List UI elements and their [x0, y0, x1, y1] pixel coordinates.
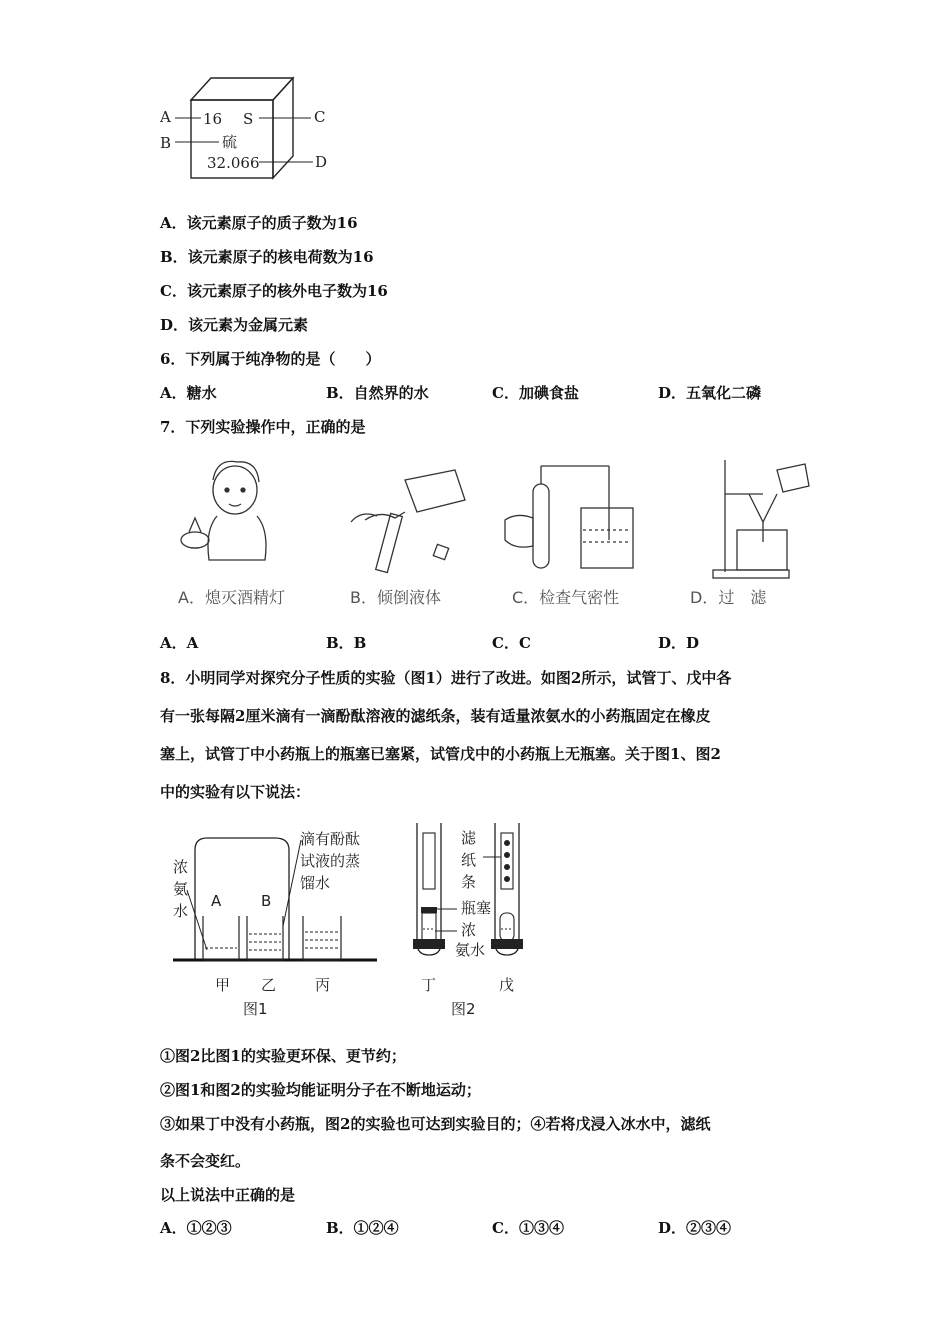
element-box-figure — [155, 70, 340, 185]
q5-option-b: B．该元素原子的核电荷数为16 — [160, 248, 374, 266]
figure-1 — [165, 820, 380, 1020]
element-label-c: C — [314, 108, 326, 126]
fig1-beaker-jia: 甲 — [215, 976, 231, 994]
fig2-label-2: 纸 — [461, 851, 477, 869]
fig2-label-3: 条 — [461, 873, 477, 891]
q7-option-b: B．B — [326, 634, 367, 652]
fig1-title: 图1 — [243, 1000, 268, 1018]
q5-option-d: D．该元素为金属元素 — [160, 316, 309, 334]
q7-caption-d: D．过 滤 — [690, 588, 767, 607]
q6-stem: 6．下列属于纯净物的是（ ） — [160, 350, 381, 368]
fig1-label-b: B — [261, 892, 272, 910]
fig1-right-1: 滴有酚酞 — [300, 830, 361, 848]
airtightness-illustration — [505, 466, 633, 568]
q8-prompt: 以上说法中正确的是 — [160, 1186, 296, 1204]
fig2-label-4: 瓶塞 — [461, 899, 492, 917]
q7-option-c: C．C — [492, 634, 531, 652]
fig2-tube-ding: 丁 — [421, 976, 437, 994]
q8-statement-4: 条不会变红。 — [160, 1152, 251, 1170]
atomic-mass: 32.066 — [207, 154, 260, 172]
fig1-ammonia-3: 水 — [173, 902, 189, 920]
q8-stem-line-4: 中的实验有以下说法： — [160, 783, 311, 801]
fig1-ammonia-1: 浓 — [173, 858, 189, 876]
atomic-number: 16 — [203, 110, 223, 128]
element-symbol: S — [243, 110, 254, 128]
fig1-right-2: 试液的蒸 — [300, 852, 361, 870]
element-label-b: B — [160, 134, 172, 152]
q6-option-a: A．糖水 — [160, 384, 217, 402]
fig2-tube-wu: 戊 — [499, 976, 515, 994]
fig1-beaker-bing: 丙 — [315, 976, 331, 994]
q8-option-a: A．①②③ — [160, 1219, 232, 1237]
fig2-label-6: 氨水 — [455, 941, 486, 959]
q8-stem-line-2: 有一张每隔2厘米滴有一滴酚酞溶液的滤纸条，装有适量浓氨水的小药瓶固定在橡皮 — [160, 707, 711, 725]
fig1-beaker-yi: 乙 — [261, 976, 277, 994]
q7-caption-a: A．熄灭酒精灯 — [178, 588, 285, 607]
q8-stem-line-1: 8．小明同学对探究分子性质的实验（图1）进行了改进。如图2所示，试管丁、戊中各 — [160, 669, 732, 687]
q6-option-b: B．自然界的水 — [326, 384, 429, 402]
fig2-title: 图2 — [451, 1000, 476, 1018]
q7-caption-c: C．检查气密性 — [512, 588, 620, 607]
q5-option-c: C．该元素原子的核外电子数为16 — [160, 282, 388, 300]
fig1-label-a: A — [211, 892, 222, 910]
q8-statement-2: ②图1和图2的实验均能证明分子在不断地运动； — [160, 1081, 481, 1099]
q7-stem: 7．下列实验操作中，正确的是 — [160, 418, 366, 436]
q8-option-d: D．②③④ — [658, 1219, 732, 1237]
q7-option-a: A．A — [160, 634, 199, 652]
q8-option-c: C．①③④ — [492, 1219, 564, 1237]
q7-caption-b: B．倾倒液体 — [350, 588, 441, 607]
element-label-a: A — [160, 108, 171, 126]
q7-option-d: D．D — [658, 634, 700, 652]
element-name: 硫 — [222, 133, 238, 151]
fig2-label-1: 滤 — [461, 829, 477, 847]
lamp-blowing-illustration — [181, 461, 266, 560]
fig1-ammonia-2: 氨 — [173, 880, 189, 898]
q5-option-a: A．该元素原子的质子数为16 — [160, 214, 358, 232]
q8-statement-3: ③如果丁中没有小药瓶，图2的实验也可达到实验目的；④若将戊浸入冰水中，滤纸 — [160, 1115, 711, 1133]
q6-option-c: C．加碘食盐 — [492, 384, 579, 402]
filtration-illustration — [713, 460, 809, 578]
element-label-d: D — [315, 153, 328, 171]
q8-stem-line-3: 塞上，试管丁中小药瓶上的瓶塞已塞紧，试管戊中的小药瓶上无瓶塞。关于图1、图2 — [160, 745, 721, 763]
q8-statement-1: ①图2比图1的实验更环保、更节约； — [160, 1047, 406, 1065]
fig1-right-3: 馏水 — [300, 874, 331, 892]
fig2-label-5: 浓 — [461, 921, 477, 939]
figure-2 — [405, 815, 535, 1020]
q8-option-b: B．①②④ — [326, 1219, 399, 1237]
q6-option-d: D．五氧化二磷 — [658, 384, 762, 402]
pouring-liquid-illustration — [351, 470, 465, 573]
